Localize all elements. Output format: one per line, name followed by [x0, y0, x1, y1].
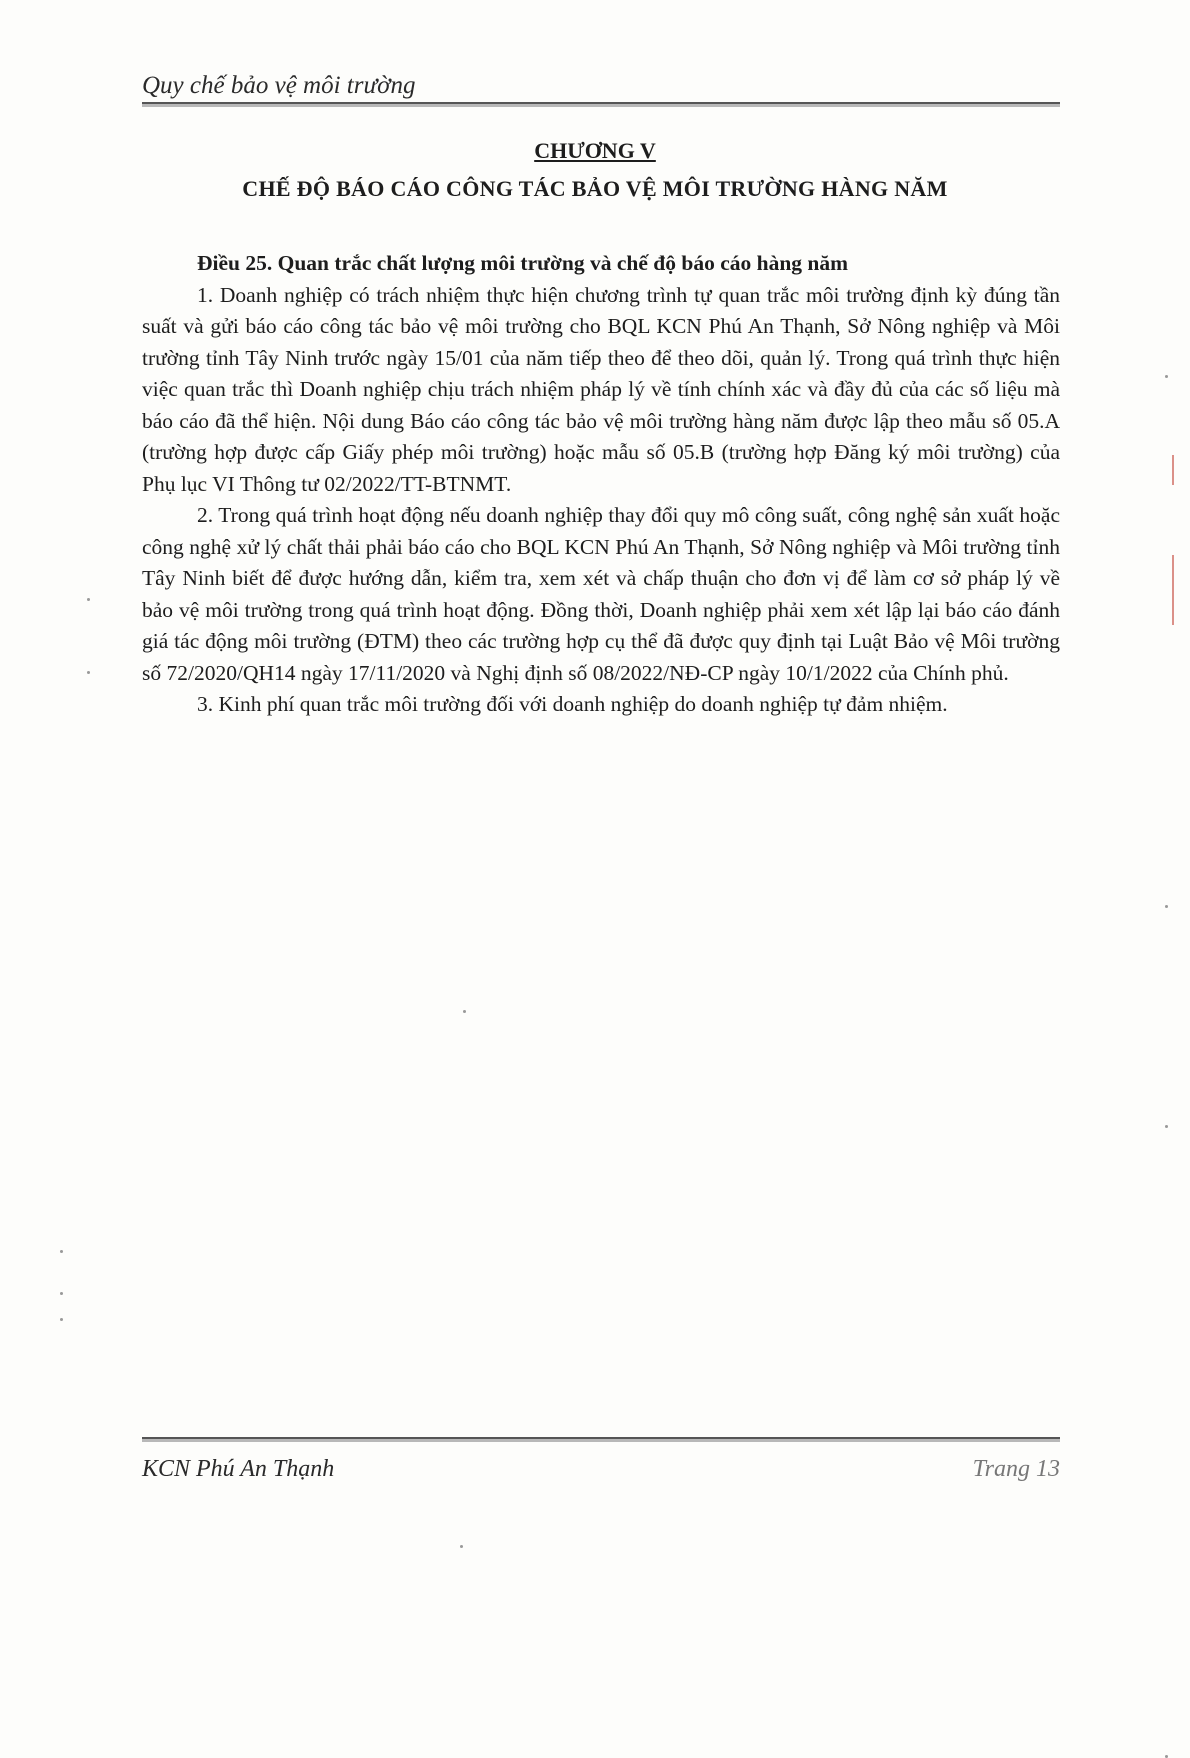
page-number: Trang 13: [972, 1456, 1060, 1482]
header-rule: [142, 102, 1060, 107]
scan-speck: [60, 1292, 63, 1295]
scan-speck: [87, 671, 90, 674]
chapter-label: [0, 138, 1190, 164]
scan-speck: [1165, 375, 1168, 378]
scan-speck: [87, 598, 90, 601]
article-heading: Điều 25. Quan trắc chất lượng môi trường và chế độ báo cáo hàng năm: [197, 251, 849, 275]
scan-speck: [460, 1545, 463, 1548]
paragraph-1: 1. Doanh nghiệp có trách nhiệm thực hiện chương trình tự quan trắc môi trường định kỳ đúng tần suất và gửi báo cáo công tác bảo vệ môi trường cho BQL KCN Phú An Thạnh, Sở Nông nghiệp và Môi trường tỉnh Tây Ninh trước ngày 15/01 của năm tiếp theo để theo dõi, quản lý. Trong quá trình thực hiện việc quan trắc thì Doanh nghiệp chịu trách nhiệm pháp lý về tính chính xác và đầy đủ của các số liệu mà báo cáo đã thể hiện. Nội dung Báo cáo công tác bảo vệ môi trường hàng năm được lập theo mẫu số 05.A (trường hợp được cấp Giấy phép môi trường) hoặc mẫu số 05.B (trường hợp Đăng ký môi trường) của Phụ lục VI Thông tư 02/2022/TT-BTNMT.: [142, 282, 1060, 496]
chapter-label-text: CHƯƠNG V: [534, 138, 656, 163]
edge-ink-mark: [1172, 455, 1174, 485]
paragraph-3: 3. Kinh phí quan trắc môi trường đối với doanh nghiệp do doanh nghiệp tự đảm nhiệm.: [197, 692, 948, 716]
edge-ink-mark: [1172, 555, 1174, 625]
paragraph-2: 2. Trong quá trình hoạt động nếu doanh nghiệp thay đổi quy mô công suất, công nghệ sản xuất hoặc công nghệ xử lý chất thải phải báo cáo cho BQL KCN Phú An Thạnh, Sở Nông nghiệp và Môi trường tỉnh Tây Ninh biết để được hướng dẫn, kiểm tra, xem xét và chấp thuận cho đơn vị để làm cơ sở pháp lý về bảo vệ môi trường trong quá trình hoạt động. Đồng thời, Doanh nghiệp phải xem xét lập lại báo cáo đánh giá tác động môi trường (ĐTM) theo các trường hợp cụ thể đã được quy định tại Luật Bảo vệ Môi trường số 72/2020/QH14 ngày 17/11/2020 và Nghị định số 08/2022/NĐ-CP ngày 10/1/2022 của Chính phủ.: [142, 503, 1060, 685]
chapter-title: CHẾ ĐỘ BÁO CÁO CÔNG TÁC BẢO VỆ MÔI TRƯỜNG HÀNG NĂM: [242, 176, 948, 201]
footer-rule: [142, 1437, 1060, 1442]
scan-speck: [463, 1010, 466, 1013]
scan-speck: [1165, 905, 1168, 908]
running-header: Quy chế bảo vệ môi trường: [142, 72, 416, 99]
footer-left-text: KCN Phú An Thạnh: [142, 1456, 335, 1482]
article-body: [142, 248, 1060, 721]
scan-speck: [1165, 1125, 1168, 1128]
scan-speck: [60, 1318, 63, 1321]
scan-speck: [60, 1250, 63, 1253]
